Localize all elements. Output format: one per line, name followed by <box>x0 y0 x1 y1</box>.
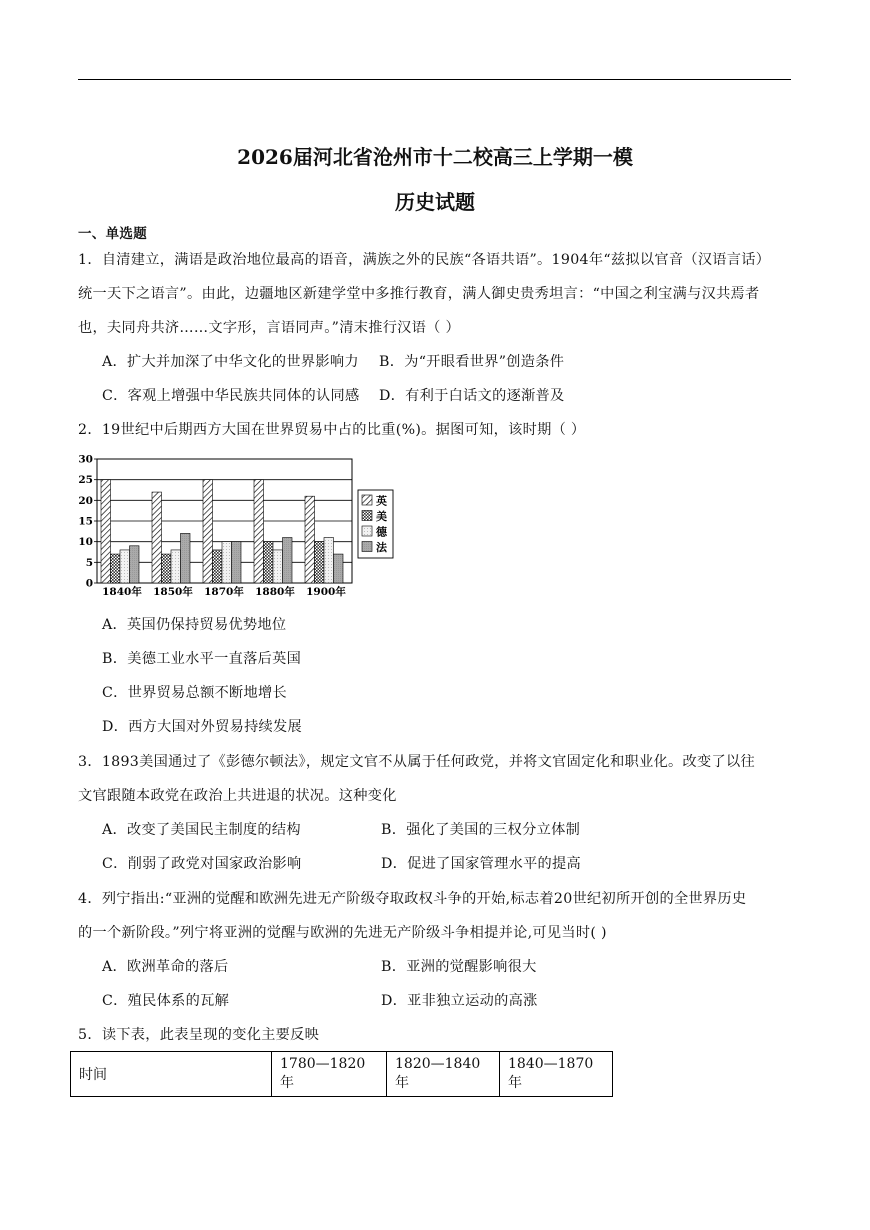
legend-swatch <box>362 542 372 552</box>
x-tick-label: 1880年 <box>255 586 295 598</box>
q4-option-d[interactable]: D．亚非独立运动的高涨 <box>381 993 538 1009</box>
q3-option-d[interactable]: D．促进了国家管理水平的提高 <box>381 856 582 872</box>
bar-3-3 <box>283 538 293 583</box>
page-title: 2026届河北省沧州市十二校高三上学期一模 <box>237 145 633 169</box>
bar-3-2 <box>273 550 283 583</box>
q2-option-c[interactable]: C．世界贸易总额不断地增长 <box>102 685 288 701</box>
table-cell-period-2: 1820—1840年 <box>387 1052 500 1097</box>
q1-option-d[interactable]: D．有利于白话文的逐渐普及 <box>379 388 565 404</box>
legend-swatch <box>362 495 372 505</box>
bar-2-0 <box>203 480 213 583</box>
q2-option-b[interactable]: B．美德工业水平一直落后英国 <box>102 651 302 667</box>
q2-option-d[interactable]: D．西方大国对外贸易持续发展 <box>102 719 303 735</box>
q4-line-1: 4．列宁指出:“亚洲的觉醒和欧洲先进无产阶级夺取政权斗争的开始,标志着20世纪初所开创的全世界历史 <box>78 891 747 907</box>
q3-line-2: 文官跟随本政党在政治上共进退的状况。这种变化 <box>78 788 397 804</box>
y-tick-label: 10 <box>78 536 93 549</box>
q3-option-b[interactable]: B．强化了美国的三权分立体制 <box>381 822 581 838</box>
y-tick-label: 25 <box>78 474 93 487</box>
page-subtitle: 历史试题 <box>395 190 475 214</box>
bar-4-0 <box>305 496 315 583</box>
q1-line-1: 1．自清建立，满语是政治地位最高的语音，满族之外的民族“各语共语”。1904年“兹拟以官音（汉语言话） <box>78 252 771 268</box>
q5-stem: 5．读下表，此表呈现的变化主要反映 <box>78 1027 320 1043</box>
y-tick-label: 15 <box>78 515 93 528</box>
q3-option-a[interactable]: A．改变了美国民主制度的结构 <box>102 822 301 838</box>
bar-2-3 <box>232 542 242 583</box>
bar-1-0 <box>152 492 162 583</box>
x-tick-label: 1840年 <box>102 586 142 598</box>
legend-swatch <box>362 511 372 521</box>
bar-1-3 <box>181 533 191 583</box>
q2-stem: 2．19世纪中后期西方大国在世界贸易中占的比重(%)。据图可知，该时期（ ） <box>78 422 586 438</box>
x-tick-label: 1850年 <box>153 586 193 598</box>
q2-option-a[interactable]: A．英国仍保持贸易优势地位 <box>102 617 287 633</box>
bar-3-1 <box>264 542 274 583</box>
y-tick-label: 20 <box>78 494 93 507</box>
legend-label: 法 <box>376 541 387 554</box>
legend-label: 英 <box>376 494 387 508</box>
q4-option-a[interactable]: A．欧洲革命的落后 <box>102 959 229 975</box>
x-tick-label: 1870年 <box>204 586 244 598</box>
legend-label: 德 <box>376 525 387 539</box>
q4-line-2: 的一个新阶段。”列宁将亚洲的觉醒与欧洲的先进无产阶级斗争相提并论,可见当时( ) <box>78 925 607 941</box>
y-tick-label: 30 <box>78 453 93 466</box>
legend-swatch <box>362 526 372 536</box>
bar-3-0 <box>254 480 264 583</box>
table-cell-period-1: 1780—1820年 <box>272 1052 387 1097</box>
section-heading: 一、单选题 <box>78 226 147 242</box>
bar-0-3 <box>130 546 140 583</box>
bar-0-0 <box>101 480 111 583</box>
legend-label: 美 <box>376 510 387 523</box>
bar-4-1 <box>315 542 325 583</box>
q3-option-c[interactable]: C．削弱了政党对国家政治影响 <box>102 856 302 872</box>
bar-4-2 <box>324 538 334 583</box>
bar-2-2 <box>222 542 232 583</box>
y-tick-label: 0 <box>85 577 93 590</box>
bar-4-3 <box>334 554 344 583</box>
q1-line-2: 统一天下之语言”。由此，边疆地区新建学堂中多推行教育，满人御史贵秀坦言：“中国之利宝满与汉共焉者 <box>78 286 760 302</box>
bar-1-2 <box>171 550 181 583</box>
y-tick-label: 5 <box>85 556 93 569</box>
x-tick-label: 1900年 <box>306 586 346 598</box>
q4-option-c[interactable]: C．殖民体系的瓦解 <box>102 993 230 1009</box>
q1-option-b[interactable]: B．为“开眼看世界”创造条件 <box>379 354 565 370</box>
q5-table <box>70 1051 613 1097</box>
bar-0-1 <box>111 554 121 583</box>
trade-share-chart <box>70 450 410 602</box>
header-rule <box>78 79 791 80</box>
table-row <box>71 1052 613 1097</box>
table-cell-time: 时间 <box>71 1052 272 1097</box>
q3-line-1: 3．1893美国通过了《彭德尔顿法》，规定文官不从属于任何政党，并将文官固定化和职业化。改变了以往 <box>78 754 755 770</box>
table-cell-period-3: 1840—1870年 <box>500 1052 613 1097</box>
bar-0-2 <box>120 550 130 583</box>
q4-option-b[interactable]: B．亚洲的觉醒影响很大 <box>381 959 537 975</box>
q1-option-a[interactable]: A．扩大并加深了中华文化的世界影响力 <box>102 354 359 370</box>
bar-2-1 <box>213 550 223 583</box>
bar-1-1 <box>162 554 172 583</box>
q1-option-c[interactable]: C．客观上增强中华民族共同体的认同感 <box>102 388 360 404</box>
q1-line-3: 也，夫同舟共济……文字形，言语同声。”清末推行汉语（ ） <box>78 320 460 336</box>
